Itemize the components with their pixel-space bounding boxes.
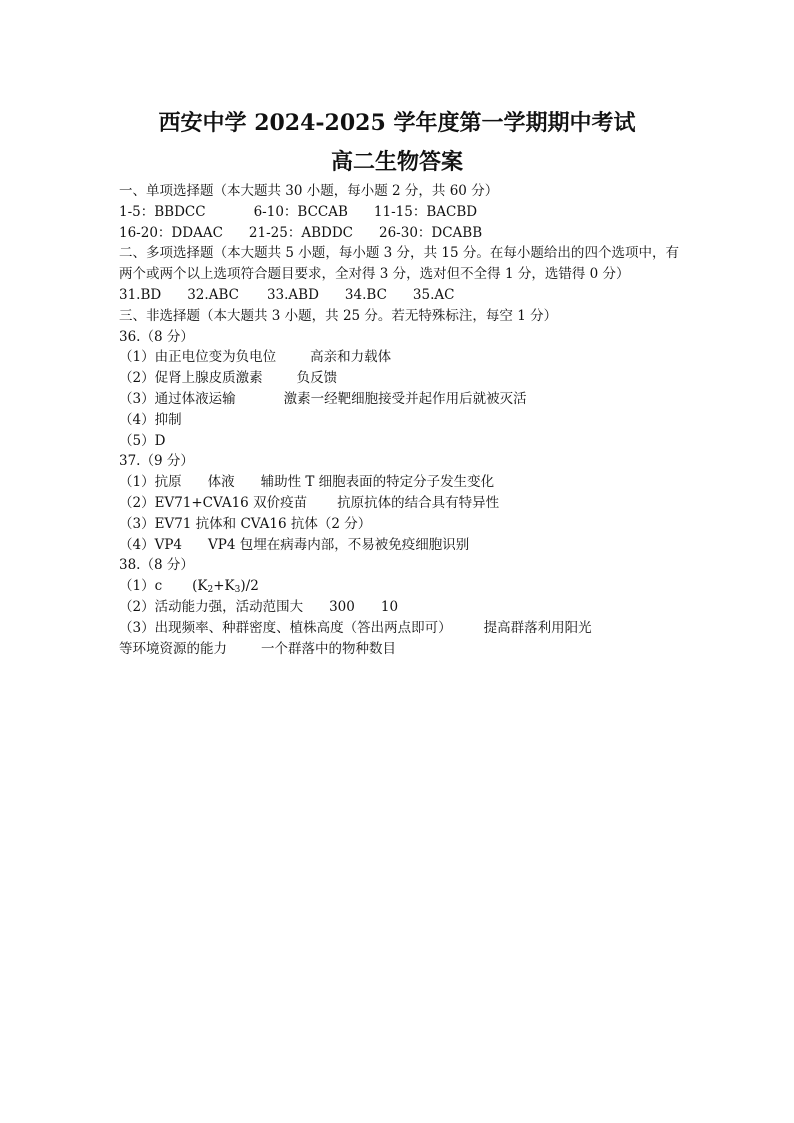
q37-answer-2 <box>119 493 679 514</box>
answer-text: 辅助性 T 细胞表面的特定分子发生变化 <box>260 474 495 491</box>
answer-text: （2）EV71+CVA16 双价疫苗 <box>119 494 308 511</box>
answer-text: 抗原抗体的结合具有特异性 <box>337 494 500 511</box>
answer-text: （3）通过体液运输 <box>119 390 236 407</box>
answer-text: 体液 <box>207 474 235 491</box>
section1-row2 <box>119 223 679 244</box>
answer-group: 11-15：BACBD <box>373 203 478 220</box>
answer-text: 激素一经靶细胞接受并起作用后就被灭活 <box>283 390 527 407</box>
answer-text: （2）促肾上腺皮质激素 <box>119 370 263 387</box>
answer-text: VP4 包埋在病毒内部，不易被免疫细胞识别 <box>208 536 470 553</box>
answer-subtitle: 高二生物答案 <box>330 149 463 175</box>
answer-text: 等环境资源的能力 <box>119 640 227 657</box>
q36-answer-4: （4）抑制 <box>119 411 182 428</box>
q36-answer-5: （5）D <box>119 432 166 449</box>
section3-heading: 三、非选择题（本大题共 3 小题，共 25 分。若无特殊标注，每空 1 分） <box>119 307 558 324</box>
q37-answer-4 <box>119 535 679 556</box>
answer-text: 高亲和力载体 <box>310 349 392 366</box>
formula-part: )/2 <box>240 578 259 595</box>
answer-group: 26-30：DCABB <box>378 224 483 241</box>
answer-text: （3）出现频率、种群密度、植株高度（答出两点即可） <box>119 619 452 636</box>
answer-item: 35.AC <box>412 286 455 303</box>
section2-heading: 二、多项选择题（本大题共 5 小题，每小题 3 分，共 15 分。在每小题给出的四个选项中，有两个或两个以上选项符合题目要求，全对得 3 分，选对但不全得 1 分，选错得 0 分） <box>119 245 679 283</box>
answer-item: 31.BD <box>119 286 162 303</box>
q37-answer-1 <box>119 472 679 493</box>
q38-answer-3-line1 <box>119 618 679 639</box>
section2-answers <box>119 285 679 306</box>
formula-subscript: 3 <box>234 585 241 596</box>
q36-answer-2 <box>119 368 679 389</box>
formula <box>192 578 259 594</box>
formula-part: (K <box>192 578 208 595</box>
section1-row1 <box>119 202 679 223</box>
answer-group: 16-20：DDAAC <box>119 224 223 241</box>
section1-heading: 一、单项选择题（本大题共 30 小题，每小题 2 分，共 60 分） <box>119 183 499 199</box>
answer-item: 33.ABD <box>266 286 319 303</box>
answer-text: 10 <box>380 598 399 615</box>
answer-text: （1）c <box>119 578 163 595</box>
answer-item: 34.BC <box>344 286 387 303</box>
formula-subscript: 2 <box>207 585 214 596</box>
answer-group: 21-25：ABDDC <box>248 224 353 241</box>
answer-body <box>119 181 679 659</box>
answer-text: （1）由正电位变为负电位 <box>119 349 277 366</box>
q37-label: 37.（9 分） <box>119 453 194 470</box>
answer-text: （2）活动能力强，活动范围大 <box>119 598 304 615</box>
answer-text: 一个群落中的物种数目 <box>261 640 396 657</box>
q38-answer-1 <box>119 576 679 597</box>
answer-group: 1-5：BBDCC <box>119 203 206 220</box>
answer-item: 32.ABC <box>187 286 239 303</box>
answer-text: （1）抗原 <box>119 474 182 491</box>
q37-answer-3: （3）EV71 抗体和 CVA16 抗体（2 分） <box>119 515 372 532</box>
formula-part: +K <box>213 578 235 595</box>
q38-answer-2 <box>119 597 679 618</box>
q38-label: 38.（8 分） <box>119 557 194 574</box>
answer-text: 负反馈 <box>296 370 338 387</box>
exam-title: 西安中学 2024-2025 学年度第一学期期中考试 <box>158 110 636 136</box>
answer-group: 6-10：BCCAB <box>253 203 348 220</box>
q36-answer-3 <box>119 389 679 410</box>
answer-text: 提高群落利用阳光 <box>483 619 592 636</box>
answer-text: 300 <box>329 598 355 615</box>
answer-text: （4）VP4 <box>119 536 183 553</box>
q36-answer-1 <box>119 347 679 368</box>
q36-label: 36.（8 分） <box>119 328 194 345</box>
q38-answer-3-line2 <box>119 639 679 660</box>
